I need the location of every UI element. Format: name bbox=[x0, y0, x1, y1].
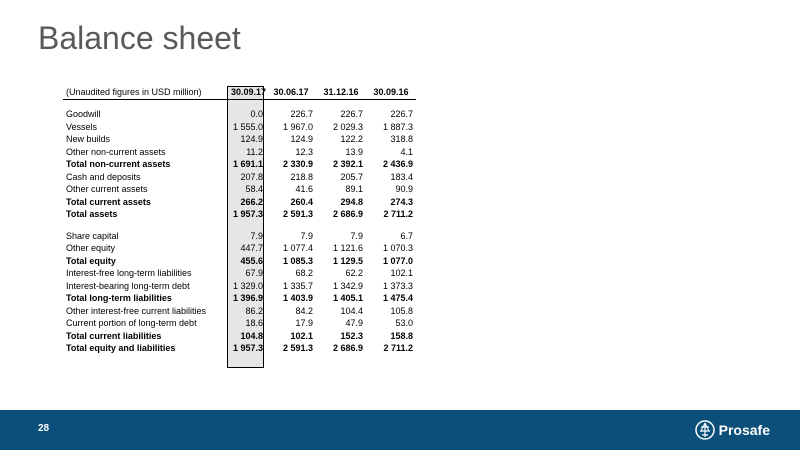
row-value-col-3: 2 029.3 bbox=[333, 121, 364, 132]
row-value-col-2: 1 085.3 bbox=[283, 255, 314, 266]
table-row bbox=[63, 318, 416, 331]
page-title: Balance sheet bbox=[38, 20, 241, 56]
balance-sheet-table bbox=[63, 86, 416, 355]
row-value-col-4: 158.8 bbox=[390, 330, 414, 341]
row-value-col-4: 318.8 bbox=[390, 134, 414, 145]
row-value-col-4: 53.0 bbox=[395, 318, 414, 329]
row-value-col-1: 455.6 bbox=[240, 255, 264, 266]
row-value-col-3: 104.4 bbox=[340, 305, 364, 316]
spacer-cell bbox=[266, 221, 316, 230]
row-label: Total equity bbox=[66, 255, 116, 266]
row-value-col-4: 1 373.3 bbox=[383, 280, 414, 291]
row-label: Interest-free long-term liabilities bbox=[66, 268, 192, 279]
total-row bbox=[63, 293, 416, 306]
row-value-col-4: 102.1 bbox=[390, 268, 414, 279]
row-value-col-4: 1 077.0 bbox=[383, 255, 414, 266]
row-value-col-3: 226.7 bbox=[340, 109, 364, 120]
row-value-col-1: 207.8 bbox=[240, 171, 264, 182]
row-value-col-2: 1 967.0 bbox=[283, 121, 314, 132]
row-value-col-4: 226.7 bbox=[390, 109, 414, 120]
row-value-col-1: 1 957.3 bbox=[233, 343, 264, 354]
row-value-col-2: 218.8 bbox=[290, 171, 314, 182]
row-value-col-2: 260.4 bbox=[290, 196, 314, 207]
row-value-col-3: 1 121.6 bbox=[333, 243, 364, 254]
row-label: Other equity bbox=[66, 243, 116, 254]
row-value-col-4: 2 711.2 bbox=[383, 209, 414, 220]
row-label: New builds bbox=[66, 134, 111, 145]
row-value-col-2: 2 330.9 bbox=[283, 159, 314, 170]
row-label: Goodwill bbox=[66, 109, 101, 120]
row-value-col-2: 1 335.7 bbox=[283, 280, 314, 291]
row-value-col-1: 1 396.9 bbox=[233, 293, 264, 304]
balance-table bbox=[63, 86, 416, 355]
row-value-col-3: 152.3 bbox=[340, 330, 364, 341]
row-value-col-1: 11.2 bbox=[246, 146, 264, 157]
row-value-col-4: 90.9 bbox=[395, 184, 414, 195]
row-label: Total equity and liabilities bbox=[66, 343, 176, 354]
spacer-cell bbox=[366, 99, 416, 109]
row-value-col-3: 1 405.1 bbox=[333, 293, 364, 304]
row-value-col-3: 1 342.9 bbox=[333, 280, 364, 291]
row-value-col-1: 7.9 bbox=[250, 230, 264, 241]
table-row bbox=[63, 121, 416, 134]
row-value-col-3: 2 392.1 bbox=[333, 159, 364, 170]
row-value-col-4: 105.8 bbox=[390, 305, 414, 316]
row-value-col-4: 1 887.3 bbox=[383, 121, 414, 132]
row-value-col-2: 68.2 bbox=[295, 268, 314, 279]
row-value-col-1: 1 957.3 bbox=[233, 209, 264, 220]
header-col-1: 30.09.17 bbox=[231, 86, 266, 99]
spacer-cell bbox=[63, 99, 231, 109]
row-value-col-4: 6.7 bbox=[400, 230, 414, 241]
row-value-col-4: 1 475.4 bbox=[383, 293, 414, 304]
row-label: Vessels bbox=[66, 121, 98, 132]
row-value-col-2: 1 077.4 bbox=[283, 243, 314, 254]
row-label: Other interest-free current liabilities bbox=[66, 305, 207, 316]
total-row bbox=[63, 330, 416, 343]
row-label: Interest-bearing long-term debt bbox=[66, 280, 190, 291]
row-value-col-1: 58.4 bbox=[245, 184, 264, 195]
spacer-cell bbox=[63, 221, 231, 230]
row-value-col-1: 447.7 bbox=[240, 243, 264, 254]
header-col-2: 30.06.17 bbox=[266, 86, 316, 99]
row-value-col-4: 1 070.3 bbox=[383, 243, 414, 254]
row-value-col-2: 84.2 bbox=[295, 305, 314, 316]
table-row bbox=[63, 305, 416, 318]
row-label: Total long-term liabilities bbox=[66, 293, 172, 304]
spacer-row bbox=[63, 221, 416, 230]
row-value-col-3: 47.9 bbox=[345, 318, 364, 329]
header-col-3: 31.12.16 bbox=[316, 86, 366, 99]
row-value-col-2: 2 591.3 bbox=[283, 343, 314, 354]
row-value-col-2: 124.9 bbox=[290, 134, 314, 145]
row-label: Total current liabilities bbox=[66, 330, 162, 341]
spacer-cell bbox=[366, 221, 416, 230]
spacer-cell bbox=[231, 221, 266, 230]
row-value-col-3: 122.2 bbox=[340, 134, 364, 145]
row-value-col-1: 124.9 bbox=[240, 134, 264, 145]
total-row bbox=[63, 196, 416, 209]
row-value-col-3: 62.2 bbox=[345, 268, 364, 279]
row-value-col-4: 2 436.9 bbox=[383, 159, 414, 170]
row-value-col-4: 183.4 bbox=[390, 171, 414, 182]
spacer-cell bbox=[266, 99, 316, 109]
row-label: Other current assets bbox=[66, 184, 148, 195]
row-value-col-2: 12.3 bbox=[295, 146, 314, 157]
row-value-col-1: 0.0 bbox=[250, 109, 264, 120]
spacer-row bbox=[63, 99, 416, 109]
row-value-col-3: 2 686.9 bbox=[333, 343, 364, 354]
table-row bbox=[63, 109, 416, 122]
row-value-col-2: 2 591.3 bbox=[283, 209, 314, 220]
row-label: Total current assets bbox=[66, 196, 151, 207]
total-row bbox=[63, 209, 416, 222]
row-value-col-1: 104.8 bbox=[240, 330, 264, 341]
row-label: Total non-current assets bbox=[66, 159, 171, 170]
spacer-cell bbox=[316, 99, 366, 109]
row-value-col-2: 17.9 bbox=[295, 318, 314, 329]
total-row bbox=[63, 343, 416, 356]
table-row bbox=[63, 280, 416, 293]
page-number: 28 bbox=[38, 423, 50, 434]
footer-bar bbox=[0, 410, 800, 450]
spacer-cell bbox=[231, 99, 266, 109]
row-value-col-1: 266.2 bbox=[240, 196, 264, 207]
brand-logo bbox=[695, 420, 770, 440]
header-label: (Unaudited figures in USD million) bbox=[63, 86, 231, 99]
row-value-col-1: 1 555.0 bbox=[233, 121, 264, 132]
row-value-col-4: 4.1 bbox=[400, 146, 414, 157]
total-row bbox=[63, 159, 416, 172]
row-label: Current portion of long-term debt bbox=[66, 318, 197, 329]
row-value-col-1: 1 691.1 bbox=[233, 159, 264, 170]
row-value-col-3: 294.8 bbox=[340, 196, 364, 207]
row-value-col-3: 7.9 bbox=[350, 230, 364, 241]
row-label: Cash and deposits bbox=[66, 171, 141, 182]
header-col-4: 30.09.16 bbox=[366, 86, 416, 99]
row-value-col-1: 86.2 bbox=[245, 305, 264, 316]
spacer-cell bbox=[316, 221, 366, 230]
row-value-col-2: 1 403.9 bbox=[283, 293, 314, 304]
row-value-col-4: 274.3 bbox=[390, 196, 414, 207]
brand-name: Prosafe bbox=[718, 422, 770, 438]
table-row bbox=[63, 171, 416, 184]
total-row bbox=[63, 255, 416, 268]
row-value-col-2: 7.9 bbox=[300, 230, 314, 241]
row-value-col-3: 2 686.9 bbox=[333, 209, 364, 220]
row-value-col-3: 1 129.5 bbox=[333, 255, 364, 266]
row-value-col-2: 102.1 bbox=[290, 330, 314, 341]
row-label: Other non-current assets bbox=[66, 146, 166, 157]
table-row bbox=[63, 230, 416, 243]
table-header-row bbox=[63, 86, 416, 99]
row-value-col-3: 13.9 bbox=[345, 146, 364, 157]
prosafe-logo-icon bbox=[695, 420, 715, 440]
row-value-col-1: 1 329.0 bbox=[233, 280, 264, 291]
row-label: Share capital bbox=[66, 230, 119, 241]
table-row bbox=[63, 268, 416, 281]
row-value-col-3: 89.1 bbox=[345, 184, 364, 195]
table-row bbox=[63, 134, 416, 147]
row-value-col-2: 41.6 bbox=[295, 184, 314, 195]
row-label: Total assets bbox=[66, 209, 118, 220]
table-row bbox=[63, 146, 416, 159]
row-value-col-2: 226.7 bbox=[290, 109, 314, 120]
row-value-col-1: 67.9 bbox=[245, 268, 264, 279]
row-value-col-4: 2 711.2 bbox=[383, 343, 414, 354]
table-row bbox=[63, 243, 416, 256]
row-value-col-1: 18.6 bbox=[245, 318, 264, 329]
row-value-col-3: 205.7 bbox=[340, 171, 364, 182]
table-row bbox=[63, 184, 416, 197]
